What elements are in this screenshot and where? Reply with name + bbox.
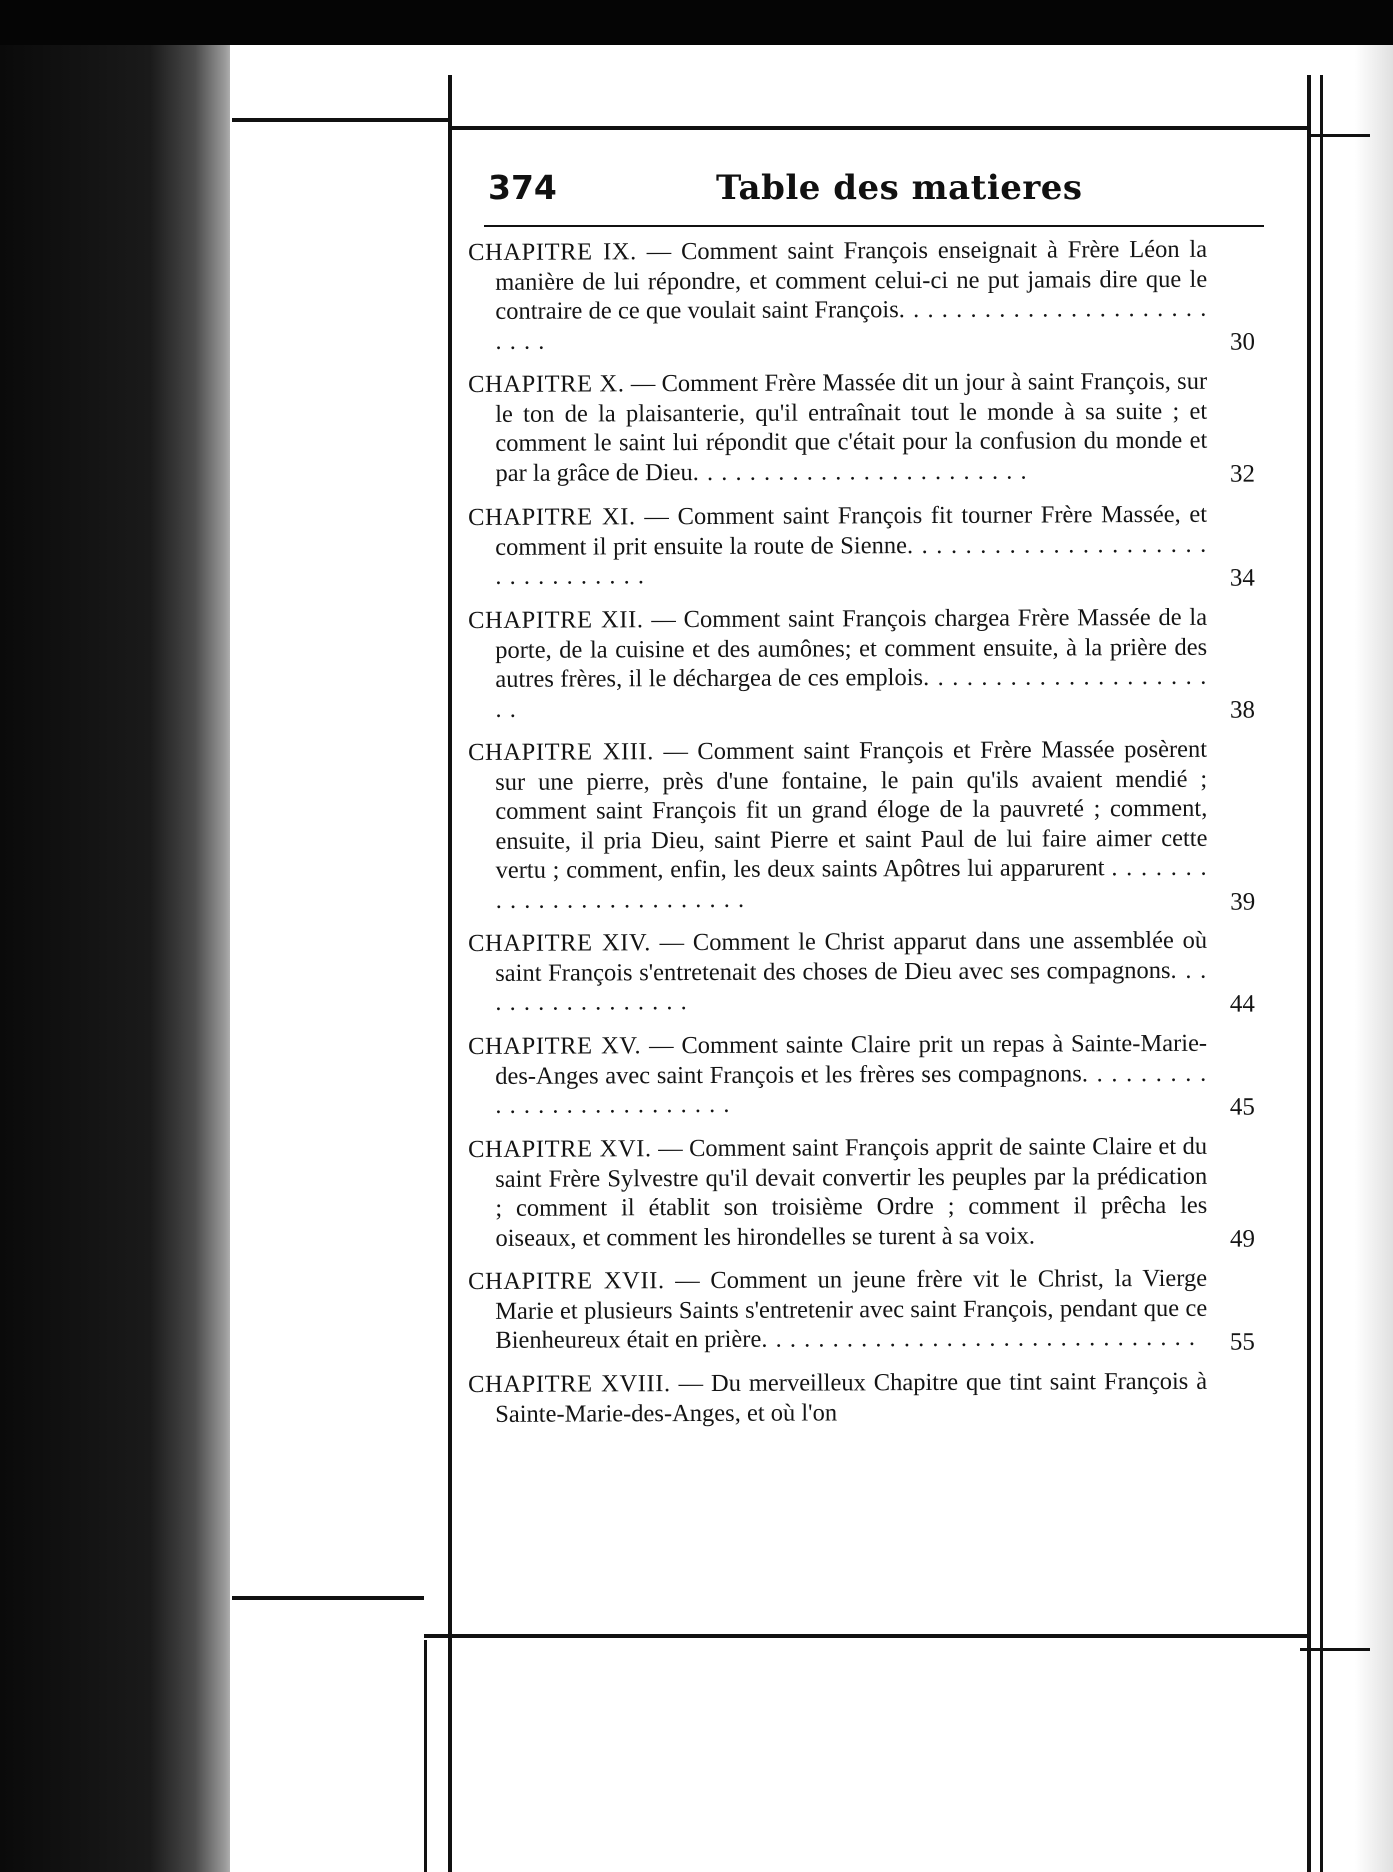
dot-leader: . . . . . . . . . . . . . . . . . . . . . . . . [692, 457, 1028, 487]
toc-entry-text [468, 1264, 1207, 1356]
frame-rule-top-left [232, 118, 450, 122]
toc-entry-text [468, 1029, 1207, 1121]
toc-entry [468, 926, 1286, 1018]
toc-entry-text [468, 602, 1208, 724]
toc-entry [468, 734, 1287, 915]
dot-leader: . . . . . . . . . . . . . . . . . [495, 956, 1208, 1017]
toc-entry-text [468, 1132, 1208, 1254]
chapter-page-number: 39 [1230, 888, 1256, 916]
table-of-contents [468, 235, 1286, 1443]
chapter-label: CHAPITRE XV. [468, 1032, 642, 1061]
chapter-label: CHAPITRE XVI. [468, 1135, 652, 1164]
toc-entry-text [468, 367, 1208, 489]
chapter-label: CHAPITRE XI. [468, 503, 636, 531]
chapter-page-number: 44 [1229, 990, 1255, 1018]
chapter-label: CHAPITRE X. [468, 370, 625, 399]
toc-entry [468, 234, 1287, 356]
chapter-page-number: 30 [1229, 328, 1256, 357]
dot-leader: . . . . . . . . . . . . . . . . . . . . . . [495, 662, 1208, 723]
page-number: 374 [488, 168, 557, 207]
chapter-description: — Comment saint François chargea Frère Massée de la porte, de la cuisine et des aumônes; et comment ensuite, à la prière des autres frères, il le déchargea de ces emplois [495, 603, 1208, 693]
frame-rule-bottom [424, 1634, 1308, 1638]
toc-entry [468, 367, 1287, 489]
chapter-description: — Du merveilleux Chapitre que tint saint François à Sainte-Marie-des-Anges, et où l'on [495, 1367, 1208, 1428]
scan-border-top [0, 0, 1393, 45]
chapter-description: — Comment sainte Claire prit un repas à Sainte-Marie-des-Anges avec saint François et les frères ses compagnons [495, 1030, 1208, 1090]
frame-rule-top-right [1310, 134, 1370, 137]
toc-entry-text [468, 1367, 1207, 1429]
toc-entry-text [468, 735, 1208, 916]
frame-rule-bottom-right [1300, 1648, 1370, 1651]
chapter-page-number: 55 [1229, 1328, 1255, 1356]
chapter-label: CHAPITRE XIV. [468, 929, 651, 958]
chapter-description: — Comment saint François enseignait à Frère Léon la manière de lui répondre, et comment celui-ci ne put jamais dire que le contraire de ce que voulait saint François [495, 235, 1208, 326]
chapter-page-number: 34 [1229, 564, 1255, 592]
frame-rule-bottom-left-vertical [424, 1640, 427, 1872]
toc-entry [468, 499, 1286, 591]
dot-leader: . . . . . . . . . . . . . . . . . . . . . . . . . . . . . . . . [495, 530, 1208, 590]
frame-rule-right [1307, 75, 1311, 1872]
toc-entry-text [468, 926, 1207, 1018]
chapter-page-number: 45 [1229, 1093, 1255, 1121]
running-title: Table des matieres [716, 168, 1083, 208]
toc-entry [468, 1131, 1287, 1253]
chapter-page-number: 32 [1229, 461, 1256, 489]
frame-rule-bottom-left [232, 1596, 424, 1600]
chapter-label: CHAPITRE IX. [468, 238, 637, 266]
chapter-description: — Comment le Christ apparut dans une assemblée où saint François s'entretenait des choses de Dieu avec ses compagnons [495, 927, 1208, 987]
frame-rule-right-outer [1320, 75, 1323, 1872]
page-header [488, 168, 1258, 220]
chapter-label: CHAPITRE XII. [468, 605, 644, 634]
book-spine-shadow [0, 45, 240, 1872]
page-edge-right [1355, 45, 1393, 1872]
frame-rule-top [450, 126, 1310, 130]
chapter-description: — Comment saint François et Frère Massée posèrent sur une pierre, près d'une fontaine, le pain qu'ils avaient mendié ; comment saint François fit un grand éloge de la pauvreté ; comment, ensuite, il pria Dieu, saint Pierre et saint Paul de lui faire aimer cette vertu ; comment, enfin, les deux saints Apôtres lui apparurent [495, 735, 1208, 885]
chapter-page-number: 38 [1229, 696, 1256, 724]
toc-entry [468, 602, 1287, 724]
chapter-label: CHAPITRE XIII. [468, 738, 655, 766]
chapter-description: — Comment Frère Massée dit un jour à saint François, sur le ton de la plaisanterie, qu'il entraînait tout le monde à sa suite ; et comment le saint lui répondit que c'était pour la confusion du monde et par la grâce de Dieu [495, 368, 1208, 488]
chapter-label: CHAPITRE XVII. [468, 1267, 665, 1296]
toc-entry [468, 1029, 1286, 1121]
dot-leader: . . . . . . . . . . . . . . . . . . . . . . . . . . [495, 1059, 1208, 1120]
dot-leader: . . . . . . . . . . . . . . . . . . . . . . . . . . . . . . . [761, 1324, 1196, 1354]
toc-entry [468, 1367, 1286, 1430]
frame-rule-left [448, 75, 452, 1872]
dot-leader: . . . . . . . . . . . . . . . . . . . . . . . . . [495, 854, 1208, 914]
chapter-description: — Comment un jeune frère vit le Christ, la Vierge Marie et plusieurs Saints s'entretenir avec saint François, pendant que ce Bienheureux était en prière [495, 1265, 1208, 1355]
chapter-page-number: 49 [1229, 1225, 1256, 1254]
toc-entry-text [468, 235, 1208, 357]
toc-entry [468, 1264, 1286, 1356]
chapter-label: CHAPITRE XVIII. [468, 1370, 671, 1399]
toc-entry-text [468, 500, 1207, 592]
header-rule [484, 225, 1264, 227]
chapter-description: — Comment saint François fit tourner Frère Massée, et comment il prit ensuite la route de Sienne [495, 500, 1208, 561]
dot-leader: . . . . . . . . . . . . . . . . . . . . . . . . . . [495, 294, 1208, 355]
chapter-description: — Comment saint François apprit de sainte Claire et du saint Frère Sylvestre qu'il devait convertir les peuples par la prédication ; comment il établit son troisième Ordre ; comment il prêcha les oiseaux, et comment les hirondelles se turent à sa voix. [495, 1132, 1208, 1252]
